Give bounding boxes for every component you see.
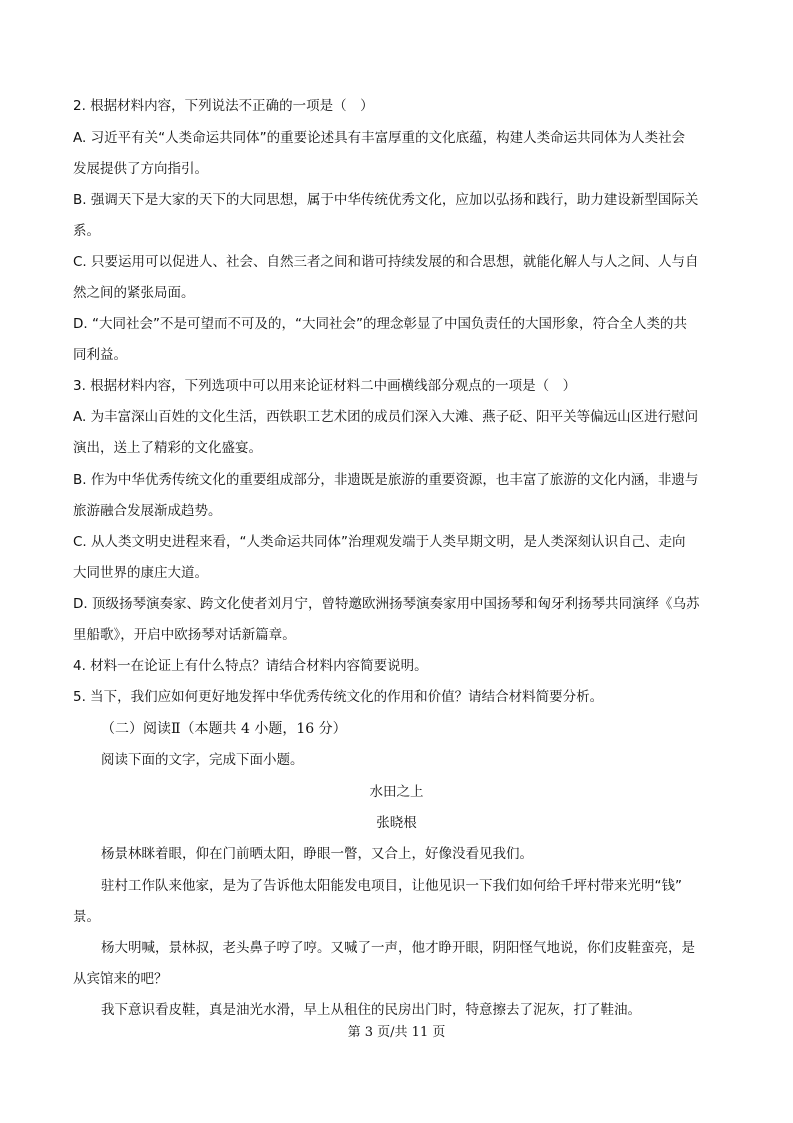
question-3-option-c: C. 从人类文明史进程来看，“人类命运共同体”治理观发端于人类早期文明，是人类深刻认识自己、走向 [73,534,686,550]
question-2-option-b: B. 强调天下是大家的天下的大同思想，属于中华传统优秀文化，应加以弘扬和践行，助力建设新型国际关 [73,192,699,208]
question-2-option-a-cont: 发展提供了方向指引。 [73,161,208,177]
question-2-option-d-cont: 同利益。 [73,347,127,363]
story-paragraph-4: 我下意识看皮鞋，真是油光水滑，早上从租住的民房出门时，特意擦去了泥灰，打了鞋油。 [101,1002,641,1018]
question-3-option-c-cont: 大同世界的康庄大道。 [73,565,208,581]
question-2-option-d: D. “大同社会”不是可望而不可及的，“大同社会”的理念彰显了中国负责任的大国形象，符合全人类的共 [73,316,687,332]
question-3-option-d: D. 顶级扬琴演奏家、跨文化使者刘月宁，曾特邀欧洲扬琴演奏家用中国扬琴和匈牙利扬琴共同演绎《乌苏 [73,596,700,612]
question-3-option-b: B. 作为中华优秀传统文化的重要组成部分，非遗既是旅游的重要资源，也丰富了旅游的文化内涵，非遗与 [73,472,699,488]
question-3-option-a-cont: 演出，送上了精彩的文化盛宴。 [73,440,262,456]
story-paragraph-2: 驻村工作队来他家，是为了告诉他太阳能发电项目，让他见识一下我们如何给千坪村带来光明“钱” [101,878,682,894]
question-3-option-b-cont: 旅游融合发展渐成趋势。 [73,503,222,519]
story-title: 水田之上 [369,784,424,800]
question-5: 5. 当下，我们应如何更好地发挥中华优秀传统文化的作用和价值？请结合材料简要分析。 [73,689,604,705]
question-2-stem: 2. 根据材料内容，下列说法不正确的一项是（ ） [73,98,374,114]
story-author: 张晓根 [376,815,417,831]
story-paragraph-3-cont: 从宾馆来的吧？ [73,971,168,987]
reading-instruction: 阅读下面的文字，完成下面小题。 [101,752,304,768]
question-3-option-d-cont: 里船歌》，开启中欧扬琴对话新篇章。 [73,627,296,643]
question-2-option-c-cont: 然之间的紧张局面。 [73,285,195,301]
section-heading: （二）阅读Ⅱ（本题共 4 小题，16 分） [101,721,347,737]
story-paragraph-2-cont: 景。 [73,909,100,925]
question-2-option-b-cont: 系。 [73,223,100,239]
question-3-option-a: A. 为丰富深山百姓的文化生活，西铁职工艺术团的成员们深入大滩、燕子砭、阳平关等偏远山区进行慰问 [73,409,699,425]
question-3-stem: 3. 根据材料内容，下列选项中可以用来论证材料二中画横线部分观点的一项是（ ） [73,378,577,394]
story-paragraph-3: 杨大明喊，景林叔，老头鼻子哼了哼。又喊了一声，他才睁开眼，阴阳怪气地说，你们皮鞋蛮亮，是 [101,940,695,956]
story-paragraph-1: 杨景林眯着眼，仰在门前晒太阳，睁眼一瞥，又合上，好像没看见我们。 [101,846,533,862]
question-2-option-c: C. 只要运用可以促进人、社会、自然三者之间和谐可持续发展的和合思想，就能化解人与人之间、人与自 [73,254,699,270]
page-footer: 第 3 页/共 11 页 [347,1025,446,1040]
question-4: 4. 材料一在论证上有什么特点？请结合材料内容简要说明。 [73,658,428,674]
question-2-option-a: A. 习近平有关“人类命运共同体”的重要论述具有丰富厚重的文化底蕴，构建人类命运共同体为人类社会 [73,130,686,146]
